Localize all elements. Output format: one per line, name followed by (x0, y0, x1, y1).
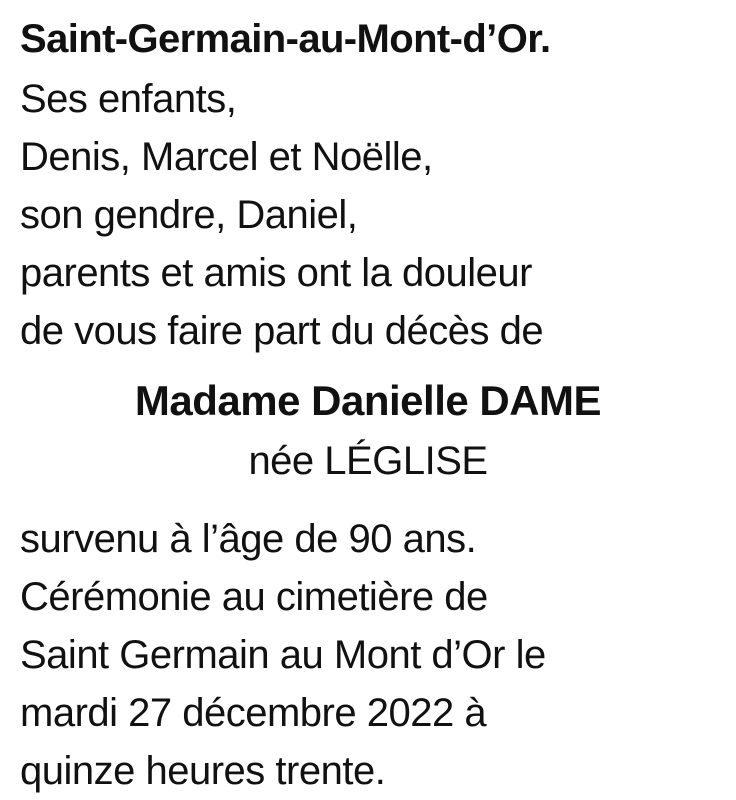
intro-line: de vous faire part du décès de (20, 309, 544, 353)
intro-line: parents et amis ont la douleur (20, 251, 532, 295)
closing-line: mardi 27 décembre 2022 à (20, 691, 487, 735)
closing-line: survenu à l’âge de 90 ans. (20, 517, 477, 561)
intro-line: Denis, Marcel et Noëlle, (20, 135, 433, 179)
closing-line: Cérémonie au cimetière de (20, 575, 488, 619)
intro-line: son gendre, Daniel, (20, 193, 358, 237)
notice-place: Saint-Germain-au-Mont-d’Or. (20, 17, 551, 61)
deceased-name: Madame Danielle DAME (134, 377, 602, 424)
maiden-name: née LÉGLISE (248, 439, 488, 483)
closing-line: Saint Germain au Mont d’Or le (20, 633, 546, 677)
closing-line: quinze heures trente. (20, 749, 386, 793)
intro-line: Ses enfants, (20, 77, 237, 121)
